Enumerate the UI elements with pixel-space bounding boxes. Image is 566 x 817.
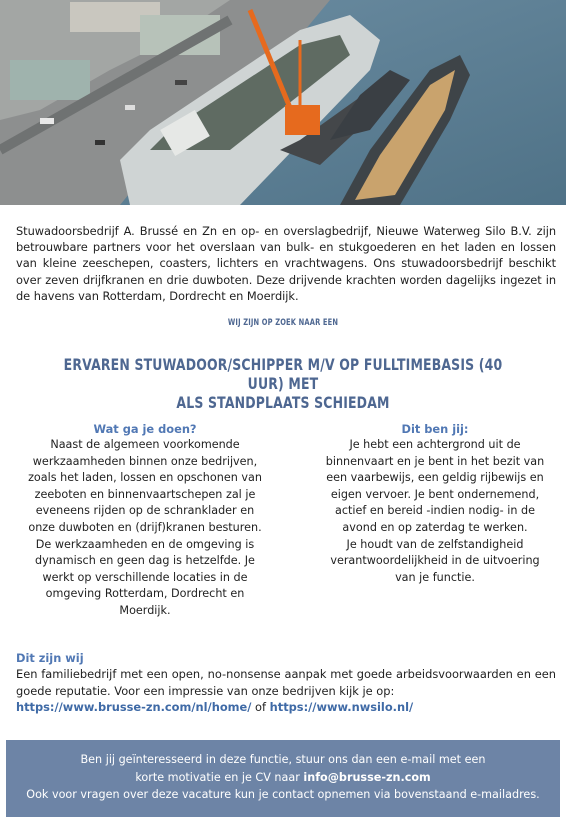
- tasks-line: werkzaamheden binnen onze bedrijven,: [32, 454, 258, 468]
- profile-line: eigen vervoer. Je bent ondernemend,: [330, 487, 540, 501]
- tasks-line: zoals het laden, lossen en opschonen van: [28, 471, 262, 485]
- tasks-line: Naast de algemeen voorkomende: [50, 438, 240, 451]
- tasks-line: onze duwboten en (drijf)kranen besturen.: [28, 520, 262, 534]
- tasks-line: Moerdijk.: [119, 603, 171, 617]
- job-title-line: ALS STANDPLAATS SCHIEDAM: [176, 393, 390, 412]
- footer-line: Ook voor vragen over deze vacature kun je contact opnemen via bovenstaand e-mailadres.: [26, 788, 540, 801]
- brusse-link[interactable]: https://www.brusse-zn.com/nl/home/: [16, 700, 252, 715]
- profile-line: avond en op zaterdag te werken.: [342, 520, 528, 534]
- intro-text: Stuwadoorsbedrijf A. Brussé en Zn en op- en overslagbedrijf, Nieuwe Waterweg Silo B.V. zijn betrouwbare partners voor het overslaan van bulk- en stukgoederen en het laden en lossen van kleine zeeschepen, coasters, lichters en vrachtwagens. Ons stuwadoorsbedrijf beschikt over zeven drijfkranen en drie duwboten. Deze drijvende krachten worden dagelijks ingezet in de havens van Rotterdam, Dordrecht en Moerdijk.: [16, 224, 556, 303]
- tasks-title: Wat ga je doen?: [93, 422, 197, 436]
- profile-line: van je functie.: [395, 570, 475, 584]
- about-body: Een familiebedrijf met een open, no-nonsense aanpak met goede arbeidsvoorwaarden en een goede reputatie. Voor een impressie van onze bedrijven kijk je op:: [16, 667, 556, 698]
- profile-line: verantwoordelijkheid in de uitvoering: [330, 554, 540, 568]
- kicker-heading: WIJ ZIJN OP ZOEK NAAR EEN: [227, 318, 339, 328]
- email-link[interactable]: info@brusse-zn.com: [303, 770, 431, 784]
- harbour-photo: [0, 0, 566, 205]
- profile-title: Dit ben jij:: [401, 422, 469, 436]
- nwsilo-link[interactable]: https://www.nwsilo.nl/: [269, 700, 414, 715]
- tasks-line: zeeboten en binnenvaartschepen zal je: [34, 487, 256, 501]
- profile-line: binnenvaart en je bent in het bezit van: [325, 454, 545, 468]
- tasks-line: De werkzaamheden en de omgeving is: [35, 537, 255, 551]
- profile-line: een vaarbewijs, een geldig rijbewijs en: [326, 471, 544, 485]
- profile-section: [312, 421, 558, 586]
- footer-line: [6, 769, 560, 787]
- tasks-line: werkt op verschillende locaties in de: [42, 570, 248, 584]
- profile-line: Je hebt een achtergrond uit de: [349, 438, 521, 451]
- tasks-line: omgeving Rotterdam, Dordrecht en: [45, 587, 245, 601]
- tasks-line: dynamisch en geen dag is hetzelfde. Je: [35, 554, 255, 568]
- contact-footer: [6, 740, 560, 817]
- link-separator: of: [251, 700, 270, 715]
- tasks-section: [20, 421, 270, 620]
- profile-line: actief en bereid -indien nodig- in de: [335, 504, 535, 518]
- job-title: [62, 355, 503, 412]
- profile-line: Je houdt van de zelfstandigheid: [346, 537, 524, 551]
- about-section: [16, 650, 556, 716]
- tasks-line: eveneens rijden op de schranklader en: [35, 504, 255, 518]
- footer-line-text: korte motivatie en je CV naar: [135, 770, 304, 784]
- about-text: [16, 666, 556, 716]
- job-title-line: ERVAREN STUWADOOR/SCHIPPER M/V OP FULLTIMEBASIS (40 UUR) MET: [63, 355, 503, 393]
- footer-line: Ben jij geïnteresseerd in deze functie, stuur ons dan een e-mail met een: [80, 753, 486, 766]
- about-title: Dit zijn wij: [16, 651, 84, 665]
